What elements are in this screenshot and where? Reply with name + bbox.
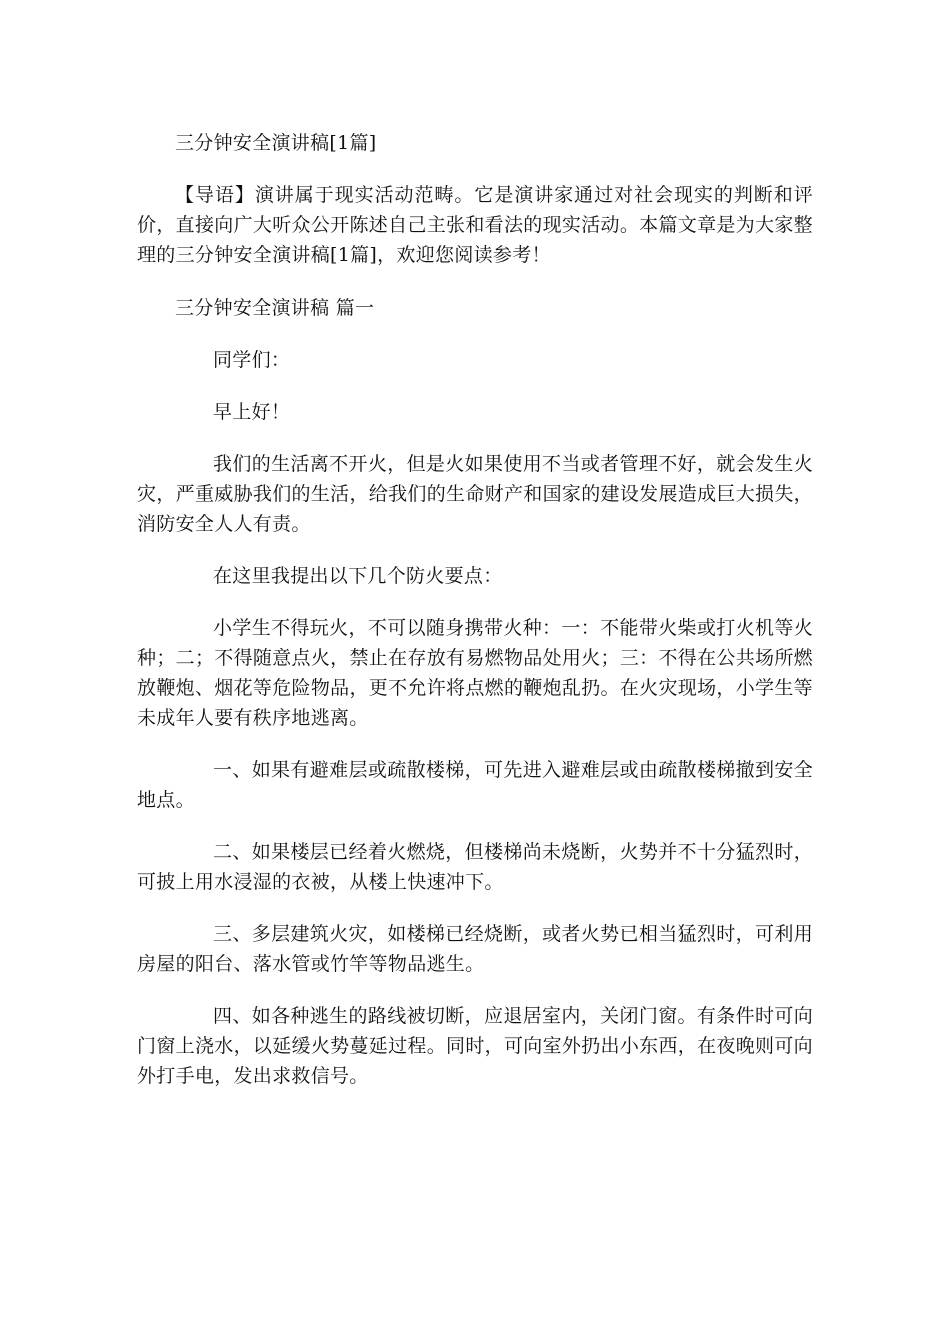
body-paragraph-students: 小学生不得玩火，不可以随身携带火种：一：不能带火柴或打火机等火种；二；不得随意点火，禁止在存放有易燃物品处用火；三：不得在公共场所燃放鞭炮、烟花等危险物品，更不允许将点燃的鞭炮乱扔。在火灾现场，小学生等未成年人要有秩序地逃离。 <box>137 617 813 729</box>
greeting-classmates: 同学们： <box>213 349 291 371</box>
list-item-3: 三、多层建筑火灾，如楼梯已经烧断，或者火势已相当猛烈时，可利用房屋的阳台、落水管或竹竿等物品逃生。 <box>137 923 813 975</box>
list-item-2: 二、如果楼层已经着火燃烧，但楼梯尚未烧断，火势并不十分猛烈时，可披上用水浸湿的衣被，从楼上快速冲下。 <box>137 841 813 893</box>
body-paragraph-fire: 我们的生活离不开火，但是火如果使用不当或者管理不好，就会发生火灾，严重威胁我们的生活，给我们的生命财产和国家的建设发展造成巨大损失，消防安全人人有责。 <box>137 453 813 535</box>
document-page <box>137 128 813 1091</box>
greeting-morning: 早上好！ <box>213 401 291 423</box>
intro-paragraph: 【导语】演讲属于现实活动范畴。它是演讲家通过对社会现实的判断和评价，直接向广大听众公开陈述自己主张和看法的现实活动。本篇文章是为大家整理的三分钟安全演讲稿[1篇]，欢迎您阅读参考！ <box>137 184 813 266</box>
body-paragraph-points-intro: 在这里我提出以下几个防火要点： <box>213 565 503 587</box>
section-title: 三分钟安全演讲稿 篇一 <box>175 297 375 319</box>
document-title: 三分钟安全演讲稿[1篇] <box>175 132 377 154</box>
list-item-1: 一、如果有避难层或疏散楼梯，可先进入避难层或由疏散楼梯撤到安全地点。 <box>137 759 813 811</box>
list-item-4: 四、如各种逃生的路线被切断，应退居室内，关闭门窗。有条件时可向门窗上浇水，以延缓火势蔓延过程。同时，可向室外扔出小东西，在夜晚则可向外打手电，发出求救信号。 <box>137 1005 813 1087</box>
